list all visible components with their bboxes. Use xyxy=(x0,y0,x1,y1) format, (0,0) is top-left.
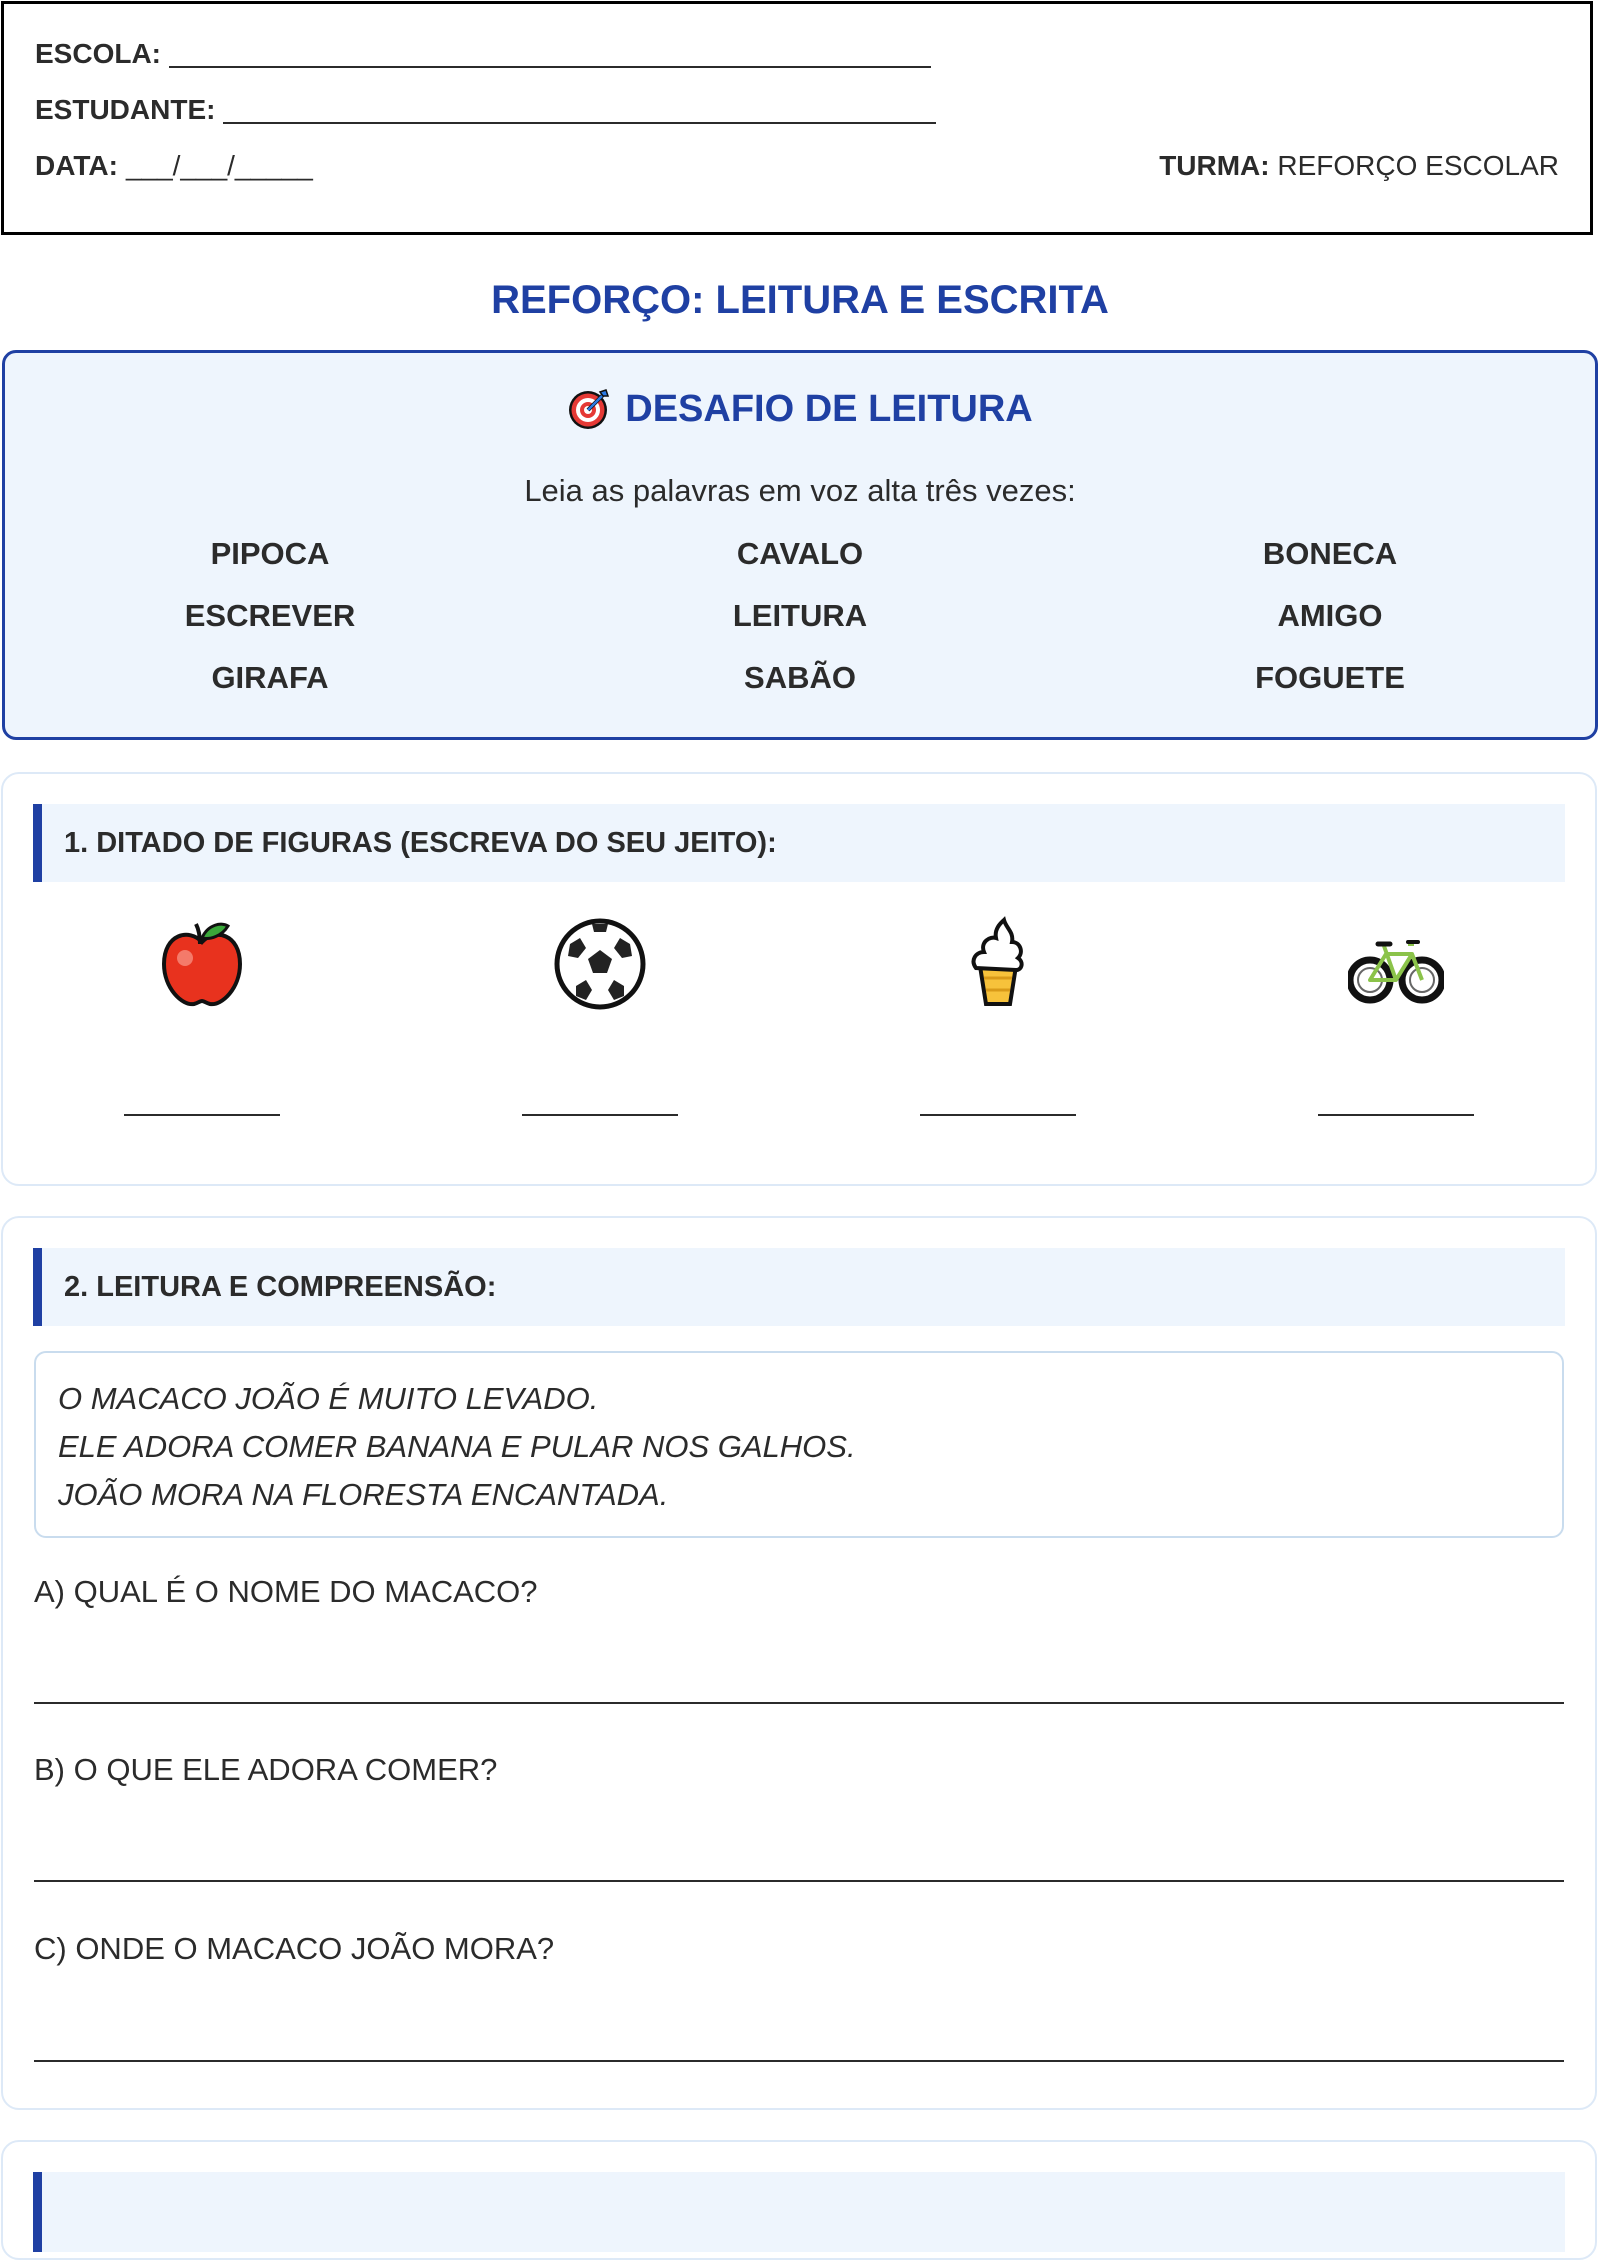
word-item: SABÃO xyxy=(744,660,856,695)
student-label: ESTUDANTE: xyxy=(35,94,216,125)
story-line: O MACACO JOÃO É MUITO LEVADO. xyxy=(58,1381,599,1416)
question-c: C) ONDE O MACACO JOÃO MORA? xyxy=(34,1931,555,1966)
bicycle-icon xyxy=(1348,914,1444,1010)
word-item: LEITURA xyxy=(732,598,868,633)
reading-challenge-box xyxy=(2,350,1598,740)
answer-blank[interactable] xyxy=(920,1114,1076,1116)
school-row xyxy=(35,38,931,70)
class-row xyxy=(1159,150,1559,182)
student-blank[interactable] xyxy=(223,122,936,124)
word-item: ESCREVER xyxy=(184,598,356,633)
figure-item xyxy=(1197,914,1595,1114)
word-item: GIRAFA xyxy=(211,660,329,695)
word-item: PIPOCA xyxy=(210,536,330,571)
date-label: DATA: xyxy=(35,150,118,181)
figure-item xyxy=(3,914,401,1114)
challenge-instruction: Leia as palavras em voz alta três vezes: xyxy=(524,473,1076,508)
class-value: REFORÇO ESCOLAR xyxy=(1277,150,1559,181)
words-grid xyxy=(5,535,1595,696)
next-section-header xyxy=(33,2172,1565,2252)
student-info-header xyxy=(1,1,1593,235)
section1-header: 1. DITADO DE FIGURAS (ESCREVA DO SEU JEITO): xyxy=(33,804,1565,882)
date-blank[interactable]: ___/___/_____ xyxy=(125,150,313,181)
answer-line-c[interactable] xyxy=(34,2060,1564,2062)
soccer-ball-icon xyxy=(552,914,648,1010)
figures-row xyxy=(3,914,1595,1114)
word-item: FOGUETE xyxy=(1255,660,1405,695)
word-item: AMIGO xyxy=(1277,598,1383,633)
story-text-box xyxy=(34,1351,1564,1538)
question-a: A) QUAL É O NOME DO MACACO? xyxy=(34,1574,538,1609)
reading-comprehension-card xyxy=(1,1216,1597,2110)
ice-cream-icon xyxy=(950,914,1046,1010)
challenge-title-row xyxy=(5,387,1595,431)
class-label: TURMA: xyxy=(1159,150,1270,181)
challenge-title: DESAFIO DE LEITURA xyxy=(625,387,1033,430)
apple-icon xyxy=(154,914,250,1010)
picture-dictation-card xyxy=(1,772,1597,1186)
answer-line-b[interactable] xyxy=(34,1880,1564,1882)
page-title: REFORÇO: LEITURA E ESCRITA xyxy=(491,278,1109,322)
word-item: CAVALO xyxy=(736,536,864,571)
answer-line-a[interactable] xyxy=(34,1702,1564,1704)
school-blank[interactable] xyxy=(169,66,931,68)
answer-blank[interactable] xyxy=(124,1114,280,1116)
figure-item xyxy=(799,914,1197,1114)
word-item: BONECA xyxy=(1262,536,1398,571)
story-line: ELE ADORA COMER BANANA E PULAR NOS GALHOS. xyxy=(58,1429,856,1464)
target-icon xyxy=(567,387,611,431)
question-b: B) O QUE ELE ADORA COMER? xyxy=(34,1752,498,1787)
story-line: JOÃO MORA NA FLORESTA ENCANTADA. xyxy=(58,1477,669,1512)
answer-blank[interactable] xyxy=(522,1114,678,1116)
section2-header: 2. LEITURA E COMPREENSÃO: xyxy=(33,1248,1565,1326)
student-row xyxy=(35,94,936,126)
figure-item xyxy=(401,914,799,1114)
answer-blank[interactable] xyxy=(1318,1114,1474,1116)
school-label: ESCOLA: xyxy=(35,38,161,69)
date-row xyxy=(35,150,313,182)
next-section-card xyxy=(1,2140,1597,2260)
